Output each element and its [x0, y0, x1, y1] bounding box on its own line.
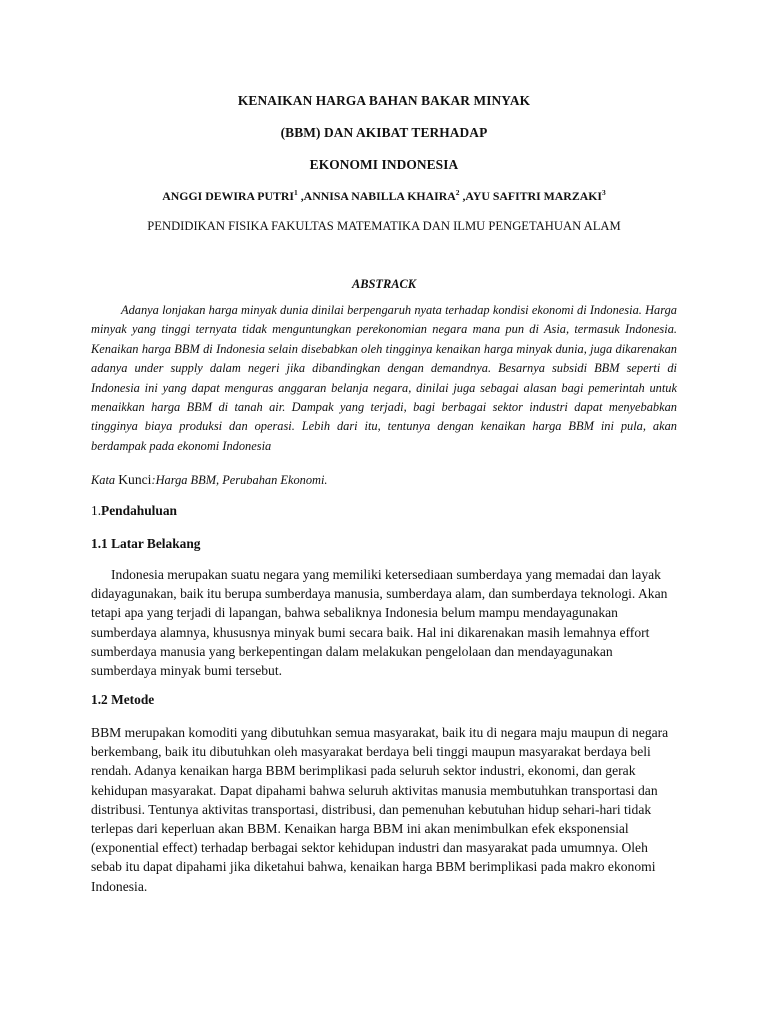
background-paragraph: Indonesia merupakan suatu negara yang memiliki ketersediaan sumberdaya yang memadai dan layak didayagunakan, baik itu berupa sumberdaya manusia, sumberdaya alam, dan sumberdaya teknologi. Akan tetapi apa yang terjadi di lapangan, bahwa sebaliknya Indonesia belum mampu mendayagunakan sumberdaya alamnya, khususnya minyak bumi secara baik. Hal ini dikarenakan masih lemahnya effort sumberdaya manusia yang berkepentingan dalam melakukan pengelolaan dan mendayagunakan sumberdaya minyak bumi tersebut.	[91, 567, 668, 679]
section-title: Pendahuluan	[101, 503, 177, 518]
title-line-2: (BBM) DAN AKIBAT TERHADAP	[280, 125, 488, 140]
keywords-kunci: Kunci	[118, 472, 152, 487]
section-heading-intro	[91, 503, 177, 519]
author-name: ANNISA NABILLA KHAIRA	[303, 189, 456, 203]
keywords-lead: Kata	[91, 473, 119, 487]
author-name: ANGGI DEWIRA PUTRI	[162, 189, 295, 203]
affiliation: PENDIDIKAN FISIKA FAKULTAS MATEMATIKA DAN ILMU PENGETAHUAN ALAM	[147, 219, 621, 233]
abstract-text: Adanya lonjakan harga minyak dunia dinilai berpengaruh nyata terhadap kondisi ekonomi di Indonesia. Harga minyak yang tinggi ternyata tidak menguntungkan perekonomian negara mana pun di Asia, termasuk Indonesia. Kenaikan harga BBM di Indonesia selain disebabkan oleh tingginya kenaikan harga minyak dunia, juga dikarenakan adanya under supply dalam negeri jika dibandingkan dengan demandnya. Besarnya subsidi BBM seperti di Indonesia ini yang dapat menguras anggaran belanja negara, dinilai juga sebagai alasan bagi pemerintah untuk menaikkan harga BBM di tanah air. Dampak yang terjadi, bagi berbagai sektor industri dapat menyebabkan tingginya biaya produksi dan operasi. Lebih dari itu, tentunya dengan kenaikan harga BBM ini pula, akan berdampak pada ekonomi Indonesia	[91, 303, 677, 453]
title-line-3: EKONOMI INDONESIA	[309, 157, 459, 172]
section-number: 1.	[91, 503, 102, 518]
title-line-1: KENAIKAN HARGA BAHAN BAKAR MINYAK	[237, 93, 531, 108]
author-mark: 2	[455, 188, 460, 198]
keywords-values: :Harga BBM, Perubahan Ekonomi.	[151, 473, 328, 487]
keywords-line	[91, 472, 328, 488]
author-mark: 1	[294, 188, 298, 198]
abstract-heading: ABSTRACK	[351, 277, 417, 291]
section-heading-background: 1.1 Latar Belakang	[91, 536, 201, 551]
method-paragraph: BBM merupakan komoditi yang dibutuhkan semua masyarakat, baik itu di negara maju maupun di negara berkembang, baik itu dibutuhkan oleh masyarakat berdaya beli tinggi maupun masyarakat berdaya beli rendah. Adanya kenaikan harga BBM berimplikasi pada seluruh sektor industri, ekonomi, dan gerak kehidupan masyarakat. Dapat dipahami bahwa seluruh aktivitas manusia membutuhkan transportasi dan distribusi. Tentunya aktivitas transportasi, distribusi, dan pemenuhan kebutuhan hidup sehari-hari tidak terlepas dari keperluan akan BBM. Kenaikan harga BBM ini akan menimbulkan efek eksponensial (exponential effect) terhadap berbagai sektor kehidupan industri dan masyarakat pada umumnya. Oleh sebab itu dapat dipahami jika diketahui bahwa, kenaikan harga BBM berimplikasi pada makro ekonomi Indonesia.	[91, 725, 669, 894]
author-name: AYU SAFITRI MARZAKI	[465, 189, 602, 203]
section-heading-method: 1.2 Metode	[91, 692, 155, 707]
author-list: ANGGI DEWIRA PUTRI$^1$ ,ANNISA NABILLA KHAIRA$^2$ ,AYU SAFITRI MARZAKI$^3$	[162, 188, 606, 203]
author-mark: 3	[601, 188, 606, 198]
